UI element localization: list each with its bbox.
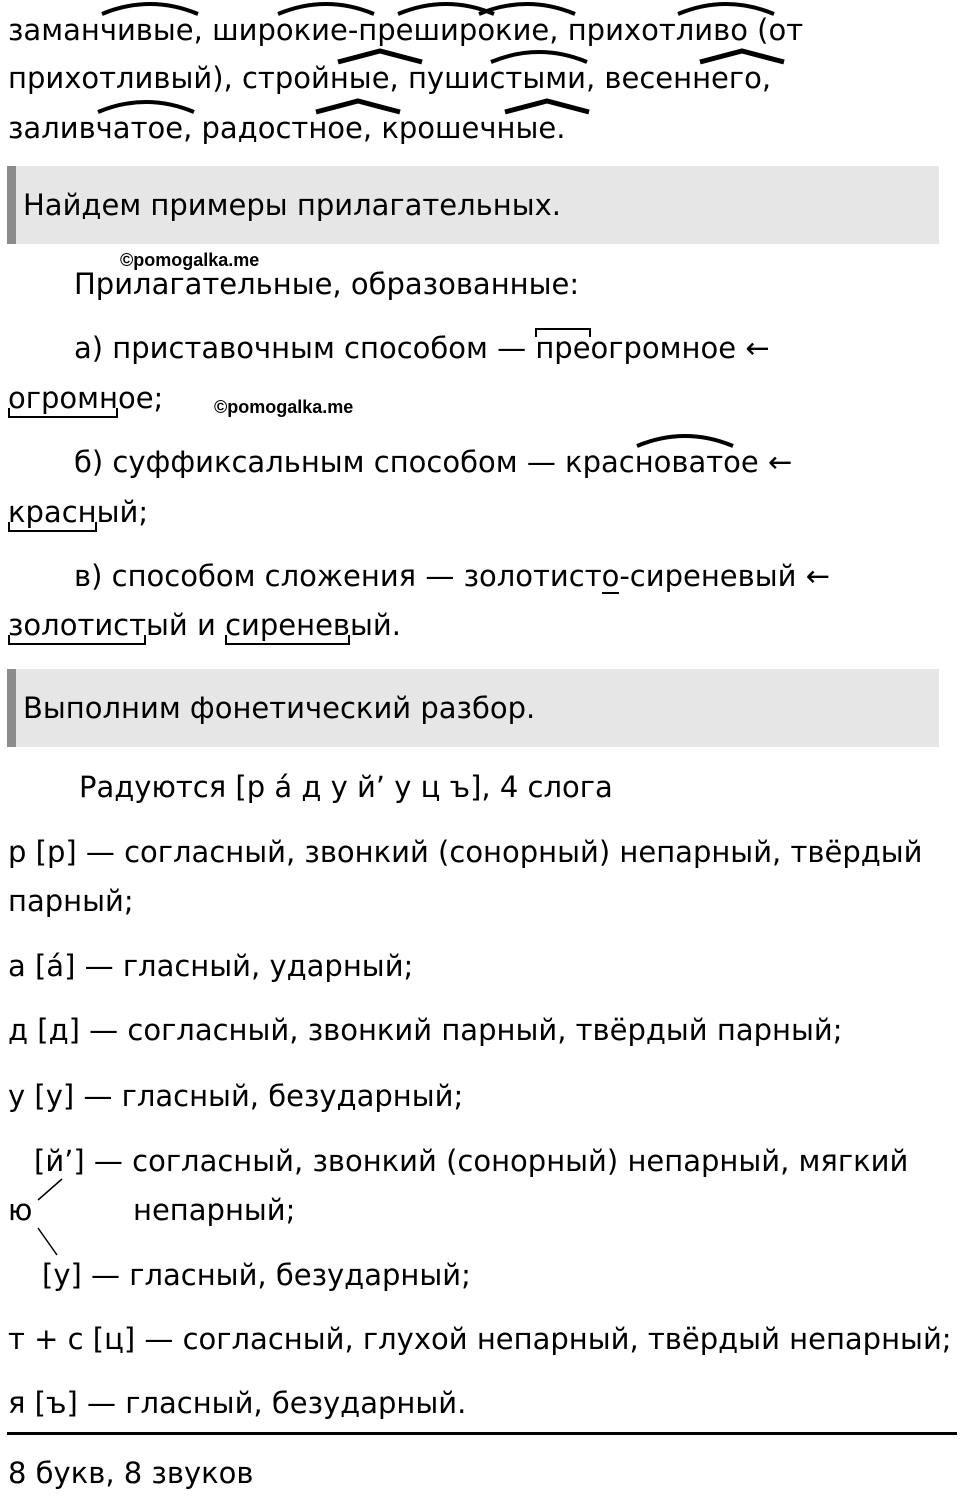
sound-row: я [ъ] — гласный, безударный. — [8, 1386, 467, 1420]
callout-text: Выполним фонетический разбор. — [23, 691, 536, 725]
intro-line-1: заман чивые, шир окие-пр ешир окие, прихот ливо (от — [8, 16, 803, 45]
stem-mark: золотист — [8, 611, 146, 640]
formation-b-line: б) суффиксальным способом — крас новатое ← — [74, 448, 792, 477]
suffix-mark: ок — [477, 16, 512, 45]
stem-mark: сиренев — [225, 611, 350, 640]
suffix-mark: ок — [276, 16, 311, 45]
sound-row: р [р] — согласный, звонкий (сонорный) непарный, твёрдый — [8, 835, 923, 869]
callout-text: Найдем примеры прилагательных. — [23, 188, 562, 222]
stem-mark: крас — [565, 445, 635, 479]
suffix-mark: лив — [676, 16, 730, 45]
suffix-mark: еш — [396, 16, 440, 45]
formation-heading: Прилагательные, образованные: — [74, 267, 580, 301]
stem-mark: золотист — [463, 559, 602, 593]
stem-mark: огромн — [590, 331, 701, 365]
suffix-mark: чат — [96, 114, 148, 143]
divider — [7, 1432, 957, 1435]
suffix-mark: чив — [100, 16, 153, 45]
sound-row: [у] — гласный, безударный; — [42, 1258, 471, 1292]
suffix-mark: н — [692, 64, 711, 93]
formation-c-base: золотистый и сиреневый. — [8, 611, 401, 640]
letter-yu: ю — [8, 1193, 33, 1227]
word-transcription: Радуются [р а́ д у й’ у ц ъ], 4 слога — [79, 770, 613, 804]
sound-row: у [у] — гласный, безударный; — [8, 1079, 464, 1113]
stem-mark: красн — [8, 498, 97, 527]
stem-mark: -сиренев — [619, 559, 755, 593]
suffix-mark: новат — [635, 448, 723, 477]
suffix-mark: н — [330, 64, 349, 93]
formation-a-base: огромное; — [8, 384, 163, 413]
summary: 8 букв, 8 звуков — [8, 1456, 254, 1490]
formation-b-base: красный; — [8, 498, 148, 527]
connector-mark: о — [601, 559, 620, 593]
suffix-mark: ст — [489, 64, 522, 93]
sound-row: т + с [ц] — согласный, глухой непарный, твёрдый непарный; — [8, 1322, 952, 1356]
prefix-mark: пре — [535, 334, 590, 363]
watermark: ©pomogalka.me — [214, 397, 354, 417]
suffix-mark: н — [497, 114, 516, 143]
formation-a-line: а) приставочным способом — преогромное ← — [74, 334, 770, 363]
sound-row: д [д] — согласный, звонкий парный, твёрдый парный; — [8, 1013, 843, 1047]
stem-mark: огромн — [8, 384, 118, 413]
sound-row: а [а́] — гласный, ударный; — [8, 949, 414, 983]
sound-row: непарный; — [133, 1193, 296, 1227]
sound-row: [й’] — согласный, звонкий (сонорный) непарный, мягкий — [34, 1144, 909, 1178]
sound-row: парный; — [8, 884, 134, 918]
formation-c-line: в) способом сложения — золотист о-сиреневый ← — [74, 559, 831, 593]
watermark: ©pomogalka.me — [120, 250, 260, 270]
suffix-mark: н — [308, 114, 327, 143]
intro-line-3: залив чатое, радост ное, крошеч ные. — [8, 114, 565, 143]
intro-line-2: прихотливый), строй ные, пуши стыми, весен него, — [8, 64, 771, 93]
